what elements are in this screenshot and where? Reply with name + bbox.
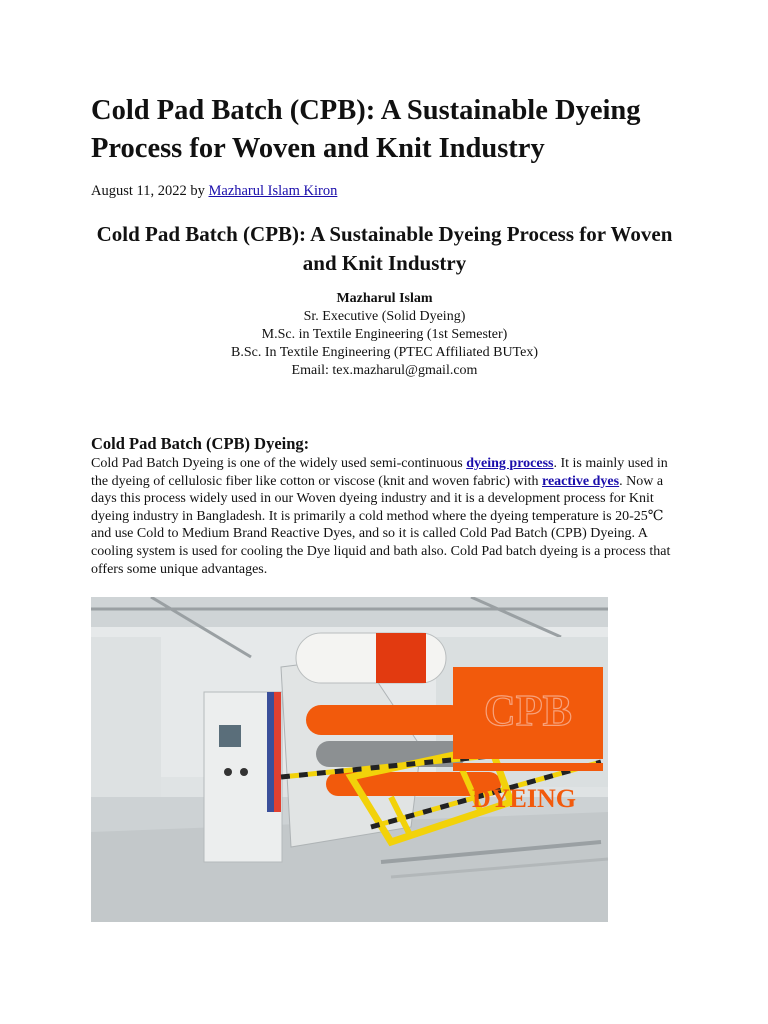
author-email: Email: tex.mazharul@gmail.com xyxy=(291,363,478,378)
post-date: August 11, 2022 xyxy=(91,183,187,199)
dyeing-overlay-text: DYEING xyxy=(471,784,577,813)
paragraph-text-1: Cold Pad Batch Dyeing is one of the widely used semi-continuous xyxy=(91,456,467,471)
cpb-machine-photo xyxy=(91,597,608,922)
dyeing-process-link[interactable]: dyeing process xyxy=(466,456,554,471)
author-bsc: B.Sc. In Textile Engineering (PTEC Affiliated BUTex) xyxy=(230,345,539,360)
cpb-machine-illustration xyxy=(91,597,608,922)
paragraph-text-3: . Now a days this process widely used in our Woven dyeing industry and it is a development process for Knit dyeing industry in Bangladesh. It is primarily a cold method where the dyeing temperature is 20-25℃ and use Cold to Medium Brand Reactive Dyes, and so it is called Cold Pad Batch (CPB) Dyeing. A cooling system is used for cooling the Dye liquid and bath also. Cold Pad batch dyeing is a process that offers some unique advantages. xyxy=(91,473,671,577)
content-title: Cold Pad Batch (CPB): A Sustainable Dyeing Process for Woven and Knit Industry xyxy=(96,222,673,275)
section-heading: Cold Pad Batch (CPB) Dyeing: xyxy=(91,434,310,453)
author-msc: M.Sc. in Textile Engineering (1st Semester) xyxy=(261,327,508,342)
author-name: Mazharul Islam xyxy=(336,291,433,306)
author-position: Sr. Executive (Solid Dyeing) xyxy=(303,309,466,324)
by-label: by xyxy=(190,183,205,199)
author-block xyxy=(91,290,678,380)
section-paragraph xyxy=(91,455,683,578)
cpb-overlay-text: CPB xyxy=(484,686,572,735)
reactive-dyes-link[interactable]: reactive dyes xyxy=(541,473,620,489)
author-link[interactable]: Mazharul Islam Kiron xyxy=(208,183,338,199)
post-meta xyxy=(91,182,337,200)
paragraph-text-2: . It is mainly used in the dyeing of cellulosic fiber like cotton or viscose (knit and woven fabric) with xyxy=(91,456,668,489)
article-title: Cold Pad Batch (CPB): A Sustainable Dyeing Process for Woven and Knit Industry xyxy=(91,95,641,164)
